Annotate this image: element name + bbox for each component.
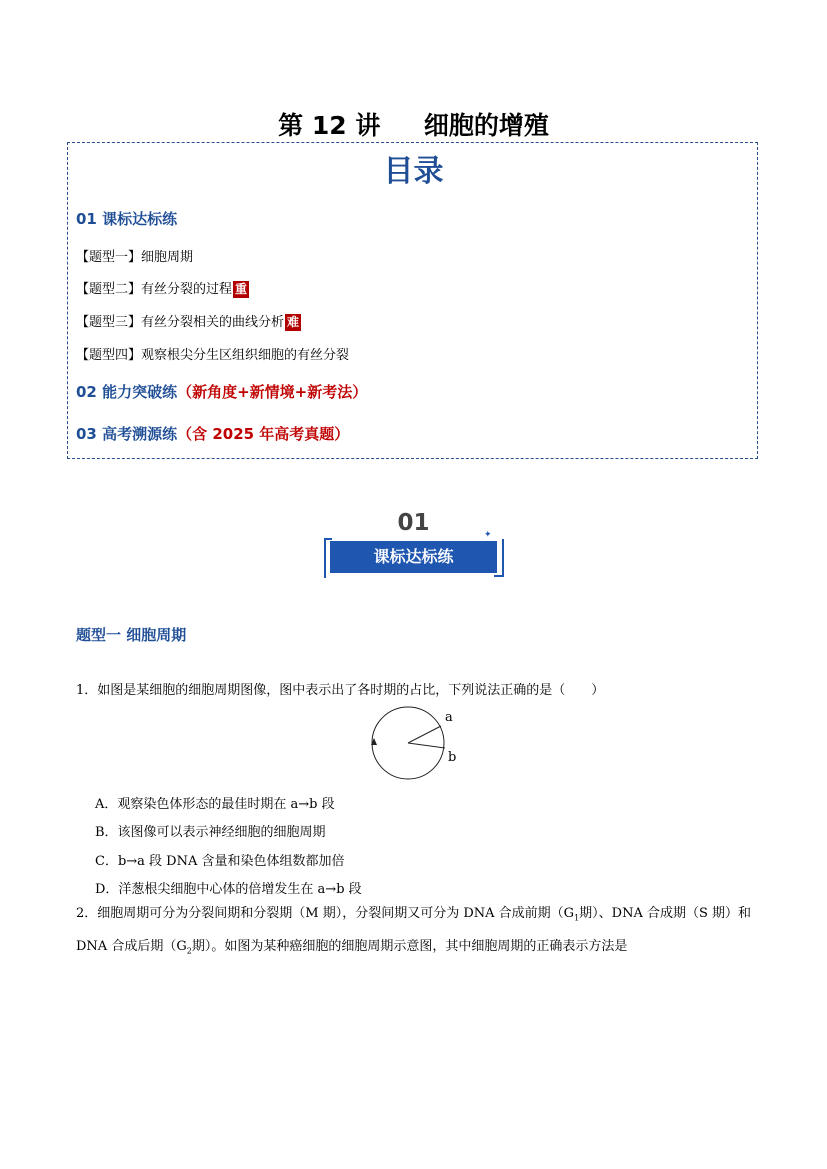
section-badge-label: 课标达标练 xyxy=(330,541,497,573)
toc-item-3[interactable] xyxy=(76,311,301,331)
radius-a xyxy=(408,726,441,743)
toc-section-extra: （新角度+新情境+新考法） xyxy=(177,383,368,401)
question-2-stem xyxy=(76,900,756,965)
toc-section-extra: （含 2025 年高考真题） xyxy=(177,425,350,443)
toc-item-2[interactable] xyxy=(76,278,249,298)
radius-b xyxy=(408,743,445,748)
q2-text-2: 期）、DNA 合成期（S 期）和 DNA 合成后期（G xyxy=(76,906,752,954)
sparkle-icon: ✦ xyxy=(484,530,492,540)
q2-sub-1: 1 xyxy=(574,913,580,923)
q2-text-3: 期）。如图为某种癌细胞的细胞周期示意图，其中细胞周期的正确表示方法是 xyxy=(191,938,628,954)
option-d[interactable]: D．洋葱根尖细胞中心体的倍增发生在 a→b 段 xyxy=(95,882,362,897)
option-b[interactable]: B．该图像可以表示神经细胞的细胞周期 xyxy=(95,825,326,840)
key-point-badge: 重 xyxy=(235,282,248,296)
q2-sub-2: 2 xyxy=(186,946,192,956)
question-type-title: 题型一 细胞周期 xyxy=(76,626,187,644)
toc-section-3[interactable] xyxy=(76,423,349,444)
difficult-badge: 难 xyxy=(287,315,300,329)
label-b: b xyxy=(448,750,457,765)
page-title: 第 12 讲 细胞的增殖 xyxy=(278,111,549,140)
toc-section-1[interactable] xyxy=(76,208,177,229)
toc-heading: 目录 xyxy=(383,154,444,189)
toc-item-label: 【题型一】细胞周期 xyxy=(76,250,194,265)
q2-text-1: 2．细胞周期可分为分裂间期和分裂期（M 期），分裂间期又可分为 DNA 合成前期（G xyxy=(76,906,575,921)
section-badge-number: 01 xyxy=(397,510,430,536)
toc-item-label: 【题型二】有丝分裂的过程 xyxy=(76,282,233,297)
toc-item-label: 【题型四】观察根尖分生区组织细胞的有丝分裂 xyxy=(76,348,350,363)
option-c[interactable]: C．b→a 段 DNA 含量和染色体组数都加倍 xyxy=(95,854,345,869)
cell-cycle-diagram xyxy=(360,700,470,790)
toc-item-1[interactable] xyxy=(76,246,193,265)
toc-item-label: 【题型三】有丝分裂相关的曲线分析 xyxy=(76,315,285,330)
question-1-stem: 1．如图是某细胞的细胞周期图像，图中表示出了各时期的占比，下列说法正确的是（ ） xyxy=(76,683,605,698)
toc-section-2[interactable] xyxy=(76,381,367,402)
toc-section-label: 01 课标达标练 xyxy=(76,210,178,228)
option-a[interactable]: A．观察染色体形态的最佳时期在 a→b 段 xyxy=(95,797,335,812)
label-a: a xyxy=(445,710,453,725)
toc-section-label: 03 高考溯源练 xyxy=(76,425,178,443)
toc-section-label: 02 能力突破练 xyxy=(76,383,178,401)
toc-item-4[interactable] xyxy=(76,344,349,363)
